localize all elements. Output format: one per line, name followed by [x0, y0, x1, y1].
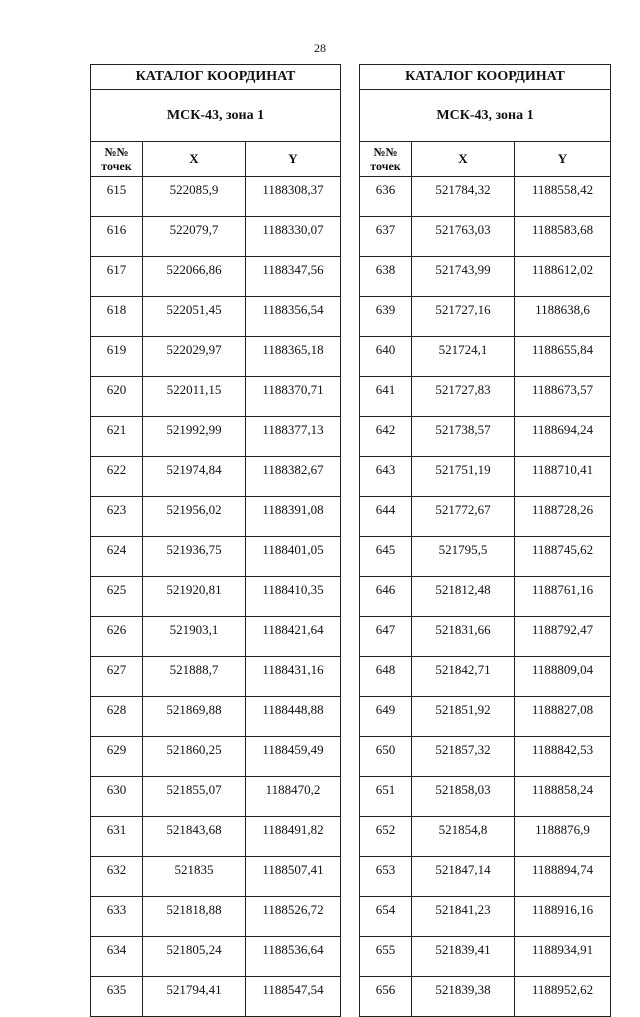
- y-coordinate-cell: 1188694,24: [515, 417, 611, 457]
- point-number-cell: 631: [91, 817, 143, 857]
- point-number-cell: 654: [360, 897, 412, 937]
- x-coordinate-cell: 521839,41: [412, 937, 515, 977]
- y-coordinate-cell: 1188876,9: [515, 817, 611, 857]
- x-coordinate-cell: 521831,66: [412, 617, 515, 657]
- y-coordinate-cell: 1188401,05: [246, 537, 341, 577]
- point-number-cell: 642: [360, 417, 412, 457]
- coordinate-table-left: [90, 64, 341, 1017]
- x-coordinate-cell: 522085,9: [143, 177, 246, 217]
- x-coordinate-cell: 521738,57: [412, 417, 515, 457]
- x-coordinate-cell: 522066,86: [143, 257, 246, 297]
- table-row: [360, 657, 611, 697]
- y-coordinate-cell: 1188858,24: [515, 777, 611, 817]
- coordinate-table-right: [359, 64, 611, 1017]
- y-coordinate-cell: 1188583,68: [515, 217, 611, 257]
- point-number-cell: 650: [360, 737, 412, 777]
- y-coordinate-cell: 1188526,72: [246, 897, 341, 937]
- table-title: КАТАЛОГ КООРДИНАТ: [360, 65, 611, 90]
- y-coordinate-cell: 1188934,91: [515, 937, 611, 977]
- x-coordinate-cell: 521724,1: [412, 337, 515, 377]
- table-subtitle: МСК-43, зона 1: [360, 90, 611, 142]
- point-number-cell: 644: [360, 497, 412, 537]
- y-coordinate-cell: 1188491,82: [246, 817, 341, 857]
- column-header-x: X: [412, 142, 515, 177]
- point-number-header-line1: №№: [104, 145, 129, 159]
- y-coordinate-cell: 1188377,13: [246, 417, 341, 457]
- y-coordinate-cell: 1188710,41: [515, 457, 611, 497]
- point-number-cell: 646: [360, 577, 412, 617]
- x-coordinate-cell: 521888,7: [143, 657, 246, 697]
- point-number-cell: 622: [91, 457, 143, 497]
- point-number-cell: 648: [360, 657, 412, 697]
- y-coordinate-cell: 1188347,56: [246, 257, 341, 297]
- x-coordinate-cell: 521920,81: [143, 577, 246, 617]
- x-coordinate-cell: 521855,07: [143, 777, 246, 817]
- table-row: [91, 177, 341, 217]
- point-number-cell: 634: [91, 937, 143, 977]
- y-coordinate-cell: 1188421,64: [246, 617, 341, 657]
- table-body: [360, 177, 611, 1017]
- y-coordinate-cell: 1188745,62: [515, 537, 611, 577]
- column-header-point-number: [360, 142, 412, 177]
- point-number-cell: 620: [91, 377, 143, 417]
- table-row: [91, 657, 341, 697]
- x-coordinate-cell: 521818,88: [143, 897, 246, 937]
- y-coordinate-cell: 1188330,07: [246, 217, 341, 257]
- x-coordinate-cell: 521727,83: [412, 377, 515, 417]
- table-row: [360, 497, 611, 537]
- y-coordinate-cell: 1188470,2: [246, 777, 341, 817]
- x-coordinate-cell: 522011,15: [143, 377, 246, 417]
- y-coordinate-cell: 1188507,41: [246, 857, 341, 897]
- table-row: [91, 217, 341, 257]
- y-coordinate-cell: 1188894,74: [515, 857, 611, 897]
- table-row: [360, 457, 611, 497]
- table-row: [360, 617, 611, 657]
- x-coordinate-cell: 521974,84: [143, 457, 246, 497]
- table-row: [360, 697, 611, 737]
- y-coordinate-cell: 1188448,88: [246, 697, 341, 737]
- point-number-cell: 651: [360, 777, 412, 817]
- x-coordinate-cell: 521751,19: [412, 457, 515, 497]
- x-coordinate-cell: 521869,88: [143, 697, 246, 737]
- table-row: [360, 537, 611, 577]
- point-number-cell: 636: [360, 177, 412, 217]
- y-coordinate-cell: 1188761,16: [515, 577, 611, 617]
- point-number-cell: 618: [91, 297, 143, 337]
- x-coordinate-cell: 521992,99: [143, 417, 246, 457]
- table-row: [91, 777, 341, 817]
- x-coordinate-cell: 521858,03: [412, 777, 515, 817]
- point-number-cell: 641: [360, 377, 412, 417]
- x-coordinate-cell: 521847,14: [412, 857, 515, 897]
- table-row: [360, 937, 611, 977]
- table-row: [91, 697, 341, 737]
- y-coordinate-cell: 1188673,57: [515, 377, 611, 417]
- y-coordinate-cell: 1188655,84: [515, 337, 611, 377]
- x-coordinate-cell: 522051,45: [143, 297, 246, 337]
- table-body: [91, 177, 341, 1017]
- y-coordinate-cell: 1188827,08: [515, 697, 611, 737]
- x-coordinate-cell: 521794,41: [143, 977, 246, 1017]
- table-row: [91, 817, 341, 857]
- x-coordinate-cell: 521936,75: [143, 537, 246, 577]
- table-row: [91, 857, 341, 897]
- page-number: 28: [314, 41, 326, 55]
- x-coordinate-cell: 521795,5: [412, 537, 515, 577]
- y-coordinate-cell: 1188356,54: [246, 297, 341, 337]
- y-coordinate-cell: 1188638,6: [515, 297, 611, 337]
- point-number-cell: 617: [91, 257, 143, 297]
- point-number-cell: 638: [360, 257, 412, 297]
- table-row: [91, 577, 341, 617]
- table-row: [360, 897, 611, 937]
- point-number-cell: 629: [91, 737, 143, 777]
- column-header-y: Y: [246, 142, 341, 177]
- y-coordinate-cell: 1188391,08: [246, 497, 341, 537]
- table-row: [360, 377, 611, 417]
- table-row: [91, 897, 341, 937]
- x-coordinate-cell: 521860,25: [143, 737, 246, 777]
- table-row: [360, 217, 611, 257]
- table-row: [91, 617, 341, 657]
- table-row: [91, 297, 341, 337]
- y-coordinate-cell: 1188809,04: [515, 657, 611, 697]
- column-header-y: Y: [515, 142, 611, 177]
- table-row: [360, 257, 611, 297]
- x-coordinate-cell: 521812,48: [412, 577, 515, 617]
- x-coordinate-cell: 521805,24: [143, 937, 246, 977]
- y-coordinate-cell: 1188370,71: [246, 377, 341, 417]
- point-number-cell: 632: [91, 857, 143, 897]
- x-coordinate-cell: 521854,8: [412, 817, 515, 857]
- y-coordinate-cell: 1188547,54: [246, 977, 341, 1017]
- y-coordinate-cell: 1188792,47: [515, 617, 611, 657]
- y-coordinate-cell: 1188308,37: [246, 177, 341, 217]
- point-number-header-line2: точек: [101, 159, 132, 173]
- y-coordinate-cell: 1188410,35: [246, 577, 341, 617]
- table-row: [360, 417, 611, 457]
- point-number-cell: 625: [91, 577, 143, 617]
- column-header-x: X: [143, 142, 246, 177]
- point-number-cell: 637: [360, 217, 412, 257]
- point-number-cell: 630: [91, 777, 143, 817]
- point-number-cell: 619: [91, 337, 143, 377]
- table-row: [91, 977, 341, 1017]
- table-row: [360, 857, 611, 897]
- point-number-cell: 628: [91, 697, 143, 737]
- y-coordinate-cell: 1188952,62: [515, 977, 611, 1017]
- point-number-cell: 621: [91, 417, 143, 457]
- table-subtitle: МСК-43, зона 1: [91, 90, 341, 142]
- table-row: [91, 457, 341, 497]
- table-row: [91, 737, 341, 777]
- point-number-cell: 624: [91, 537, 143, 577]
- y-coordinate-cell: 1188536,64: [246, 937, 341, 977]
- table-row: [360, 337, 611, 377]
- table-row: [91, 937, 341, 977]
- y-coordinate-cell: 1188612,02: [515, 257, 611, 297]
- point-number-cell: 643: [360, 457, 412, 497]
- y-coordinate-cell: 1188728,26: [515, 497, 611, 537]
- point-number-cell: 639: [360, 297, 412, 337]
- point-number-cell: 623: [91, 497, 143, 537]
- y-coordinate-cell: 1188459,49: [246, 737, 341, 777]
- table-row: [360, 777, 611, 817]
- table-row: [91, 337, 341, 377]
- x-coordinate-cell: 521842,71: [412, 657, 515, 697]
- y-coordinate-cell: 1188842,53: [515, 737, 611, 777]
- point-number-cell: 645: [360, 537, 412, 577]
- y-coordinate-cell: 1188431,16: [246, 657, 341, 697]
- point-number-cell: 656: [360, 977, 412, 1017]
- table-row: [360, 177, 611, 217]
- column-header-point-number: [91, 142, 143, 177]
- point-number-cell: 655: [360, 937, 412, 977]
- point-number-cell: 627: [91, 657, 143, 697]
- table-row: [91, 417, 341, 457]
- y-coordinate-cell: 1188382,67: [246, 457, 341, 497]
- point-number-cell: 652: [360, 817, 412, 857]
- x-coordinate-cell: 522029,97: [143, 337, 246, 377]
- y-coordinate-cell: 1188558,42: [515, 177, 611, 217]
- x-coordinate-cell: 521903,1: [143, 617, 246, 657]
- table-row: [360, 577, 611, 617]
- table-row: [91, 497, 341, 537]
- table-row: [360, 737, 611, 777]
- point-number-cell: 633: [91, 897, 143, 937]
- point-number-cell: 647: [360, 617, 412, 657]
- x-coordinate-cell: 521835: [143, 857, 246, 897]
- point-number-cell: 640: [360, 337, 412, 377]
- y-coordinate-cell: 1188365,18: [246, 337, 341, 377]
- x-coordinate-cell: 521839,38: [412, 977, 515, 1017]
- table-row: [360, 977, 611, 1017]
- point-number-header-line1: №№: [373, 145, 398, 159]
- x-coordinate-cell: 521843,68: [143, 817, 246, 857]
- x-coordinate-cell: 521772,67: [412, 497, 515, 537]
- table-row: [360, 297, 611, 337]
- point-number-cell: 649: [360, 697, 412, 737]
- point-number-cell: 626: [91, 617, 143, 657]
- point-number-cell: 616: [91, 217, 143, 257]
- x-coordinate-cell: 521841,23: [412, 897, 515, 937]
- point-number-cell: 635: [91, 977, 143, 1017]
- table-row: [91, 257, 341, 297]
- table-row: [91, 537, 341, 577]
- x-coordinate-cell: 521857,32: [412, 737, 515, 777]
- point-number-cell: 653: [360, 857, 412, 897]
- x-coordinate-cell: 521743,99: [412, 257, 515, 297]
- x-coordinate-cell: 521956,02: [143, 497, 246, 537]
- table-title: КАТАЛОГ КООРДИНАТ: [91, 65, 341, 90]
- x-coordinate-cell: 521851,92: [412, 697, 515, 737]
- table-row: [360, 817, 611, 857]
- point-number-header-line2: точек: [370, 159, 401, 173]
- y-coordinate-cell: 1188916,16: [515, 897, 611, 937]
- x-coordinate-cell: 521784,32: [412, 177, 515, 217]
- x-coordinate-cell: 521763,03: [412, 217, 515, 257]
- point-number-cell: 615: [91, 177, 143, 217]
- table-row: [91, 377, 341, 417]
- x-coordinate-cell: 521727,16: [412, 297, 515, 337]
- x-coordinate-cell: 522079,7: [143, 217, 246, 257]
